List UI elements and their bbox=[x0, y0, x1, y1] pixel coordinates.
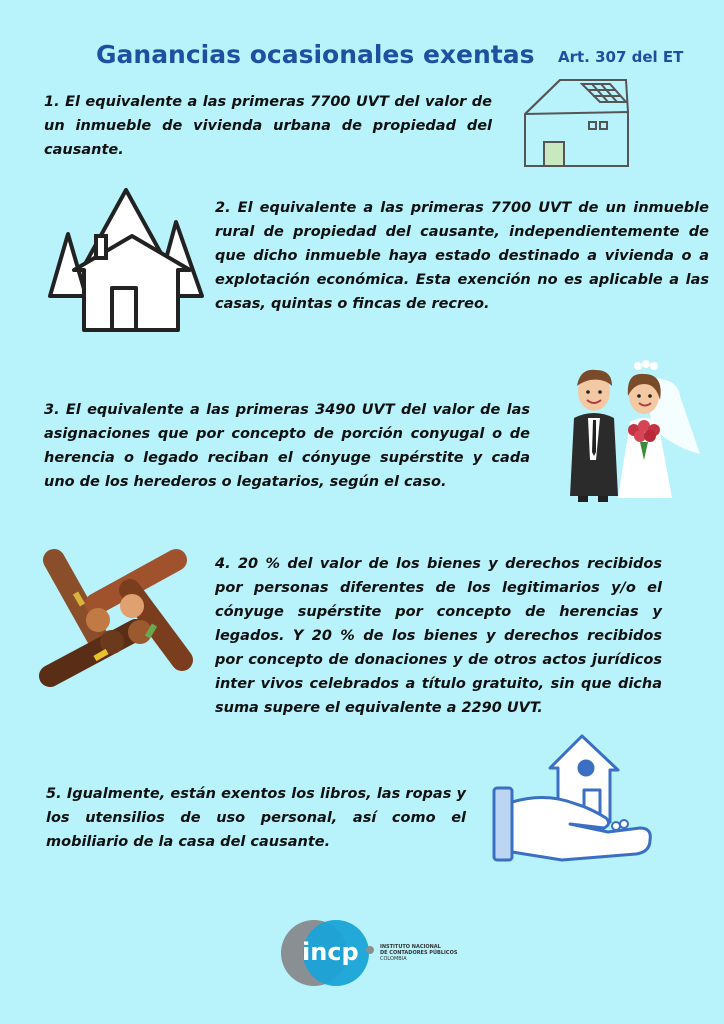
org-line-1: INSTITUTO NACIONAL bbox=[380, 944, 441, 950]
logo-wordmark: incp bbox=[302, 938, 359, 966]
wedding-couple-icon bbox=[560, 356, 702, 506]
exemption-item-5: 5. Igualmente, están exentos los libros, las ropas y los utensilios de uso personal, así como el mobiliario de la casa del causante. bbox=[46, 786, 466, 850]
exemption-item-2: 2. El equivalente a las primeras 7700 UVT de un inmueble rural de propiedad del causante, independientemente de que dicho inmueble haya estado destinado a vivienda o a explotación económica. Esta exención no es aplicable a las casas, quintas o fincas de recreo. bbox=[215, 200, 709, 312]
org-line-2: DE CONTADORES PÚBLICOS bbox=[380, 950, 458, 956]
organization-name bbox=[380, 944, 457, 962]
exemption-item-3: 3. El equivalente a las primeras 3490 UVT del valor de las asignaciones que por concepto de porción conyugal o de herencia o legado reciban el cónyuge supérstite y cada uno de los herederos o legatarios, según el caso. bbox=[44, 402, 530, 490]
article-reference: Art. 307 del ET bbox=[558, 48, 684, 66]
rural-house-trees-icon bbox=[44, 186, 204, 334]
exemption-item-4: 4. 20 % del valor de los bienes y derechos recibidos por personas diferentes de los legitimarios y/o el cónyuge supérstite por concepto de herencias y legados. Y 20 % de los bienes y derechos recibidos por concepto de donaciones y de otros actos jurídicos inter vivos celebrados a título gratuito, sin que dicha suma supere el equivalente a 2290 UVT. bbox=[215, 556, 662, 716]
joined-hands-icon bbox=[36, 542, 194, 692]
page-title: Ganancias ocasionales exentas bbox=[96, 40, 535, 69]
house-icon bbox=[522, 78, 632, 170]
exemption-item-1: 1. El equivalente a las primeras 7700 UVT del valor de un inmueble de vivienda urbana de propiedad del causante. bbox=[44, 94, 492, 158]
org-line-3: COLOMBIA bbox=[380, 956, 407, 962]
hand-holding-house-icon bbox=[490, 728, 654, 864]
